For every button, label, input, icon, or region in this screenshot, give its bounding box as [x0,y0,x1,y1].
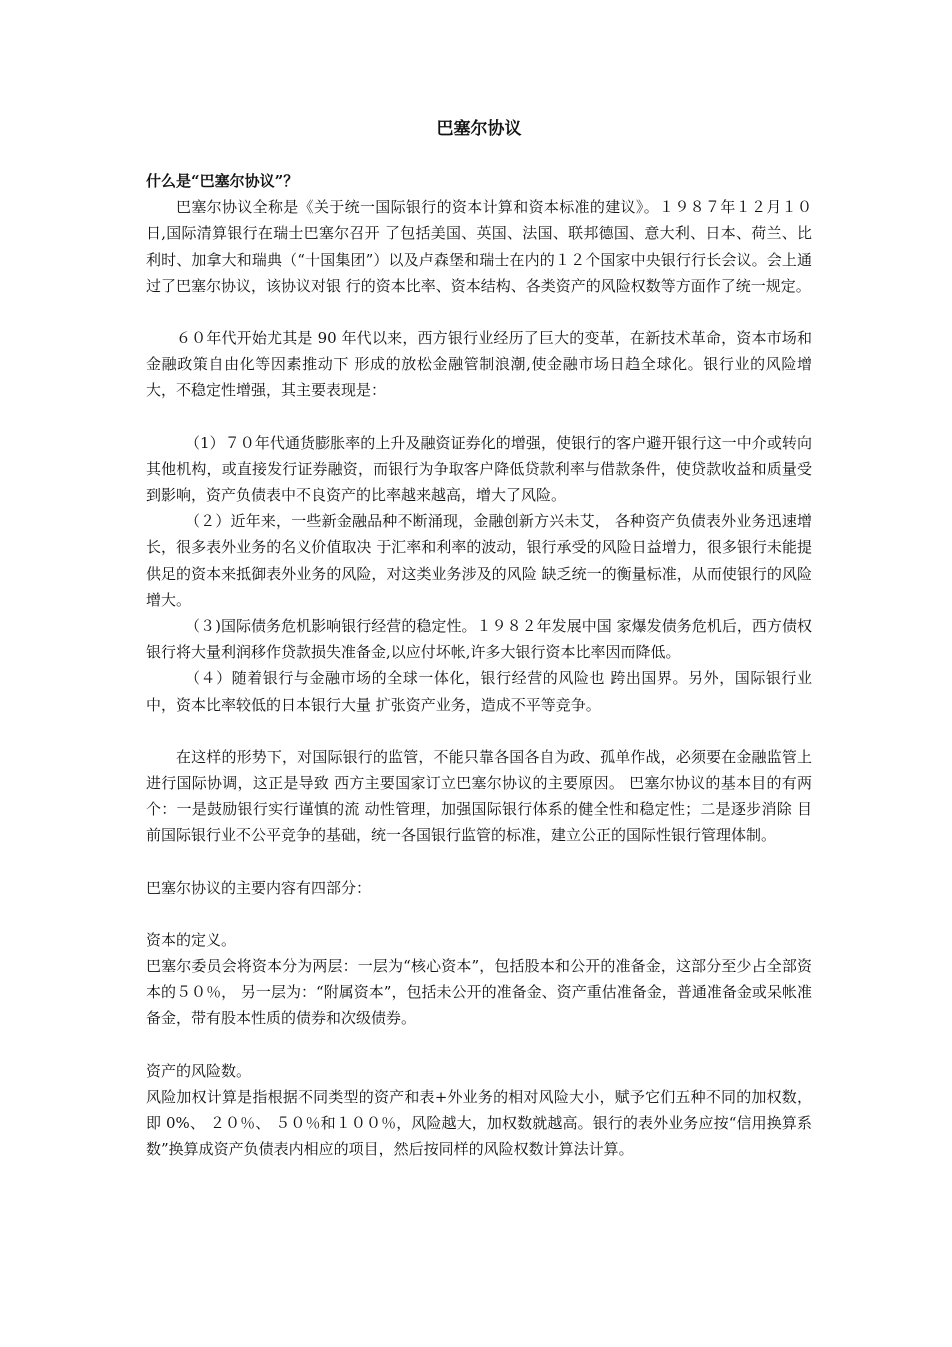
capital-definition-text: 巴塞尔委员会将资本分为两层：一层为“核心资本”，包括股本和公开的准备金，这部分至少占全部资本的５０％， 另一层为：“附属资本”，包括未公开的准备金、资产重估准备金，普通准备金或呆帐准备金，带有股本性质的债券和次级债券。 [146,957,812,1028]
list-item-1: （1）７０年代通货膨胀率的上升及融资证券化的增强，使银行的客户避开银行这一中介或转向其他机构，或直接发行证券融资，而银行为争取客户降低贷款利率与借款条件，使贷款收益和质量受到影响，资产负债表中不良资产的比率越来越高，增大了风险。 [146,433,812,505]
paragraph-gap [146,404,812,430]
list-item-4: （４）随着银行与金融市场的全球一体化，银行经营的风险也 跨出国界。另外，国际银行业中，资本比率较低的日本银行大量 扩张资产业务，造成不平等竞争。 [146,669,812,714]
paragraph-gap [146,718,812,744]
list-item-3: （３)国际债务危机影响银行经营的稳定性。１９８２年发展中国 家爆发债务危机后，西方债权银行将大量利润移作贷款损失准备金,以应付坏帐,许多大银行资本比率因而降低。 [146,617,812,662]
paragraph-gap [146,901,812,927]
paragraph-gap [146,1032,812,1058]
section-heading: 什么是“巴塞尔协议”？ [146,172,299,190]
document-page [146,116,812,1163]
paragraph-gap [146,849,812,875]
capital-definition-heading: 资本的定义。 [146,930,237,949]
list-item-2: （２）近年来，一些新金融品种不断涌现，金融创新方兴未艾， 各种资产负债表外业务迅速增长，很多表外业务的名义价值取决 于汇率和利率的波动，银行承受的风险日益增力，很多银行未能提供足的资本来抵御表外业务的风险，对这类业务涉及的风险 缺乏统一的衡量标准，从而使银行的风险增大。 [146,512,812,609]
document-title: 巴塞尔协议 [436,119,522,139]
paragraph-purpose: 在这样的形势下，对国际银行的监管，不能只靠各国各自为政、孤单作战，必须要在金融监管上进行国际协调，这正是导致 西方主要国家订立巴塞尔协议的主要原因。 巴塞尔协议的基本目的有两个：一是鼓励银行实行谨慎的流 动性管理，加强国际银行体系的健全性和稳定性；二是逐步消除 目前国际银行业不公平竞争的基础，统一各国银行监管的标准，建立公正的国际性银行管理体制。 [146,747,812,845]
risk-weight-heading: 资产的风险数。 [146,1061,252,1080]
paragraph-contents-intro: 巴塞尔协议的主要内容有四部分： [146,878,372,897]
paragraph-gap [146,299,812,325]
paragraph-definition: 巴塞尔协议全称是《关于统一国际银行的资本计算和资本标准的建议》。１９８７年１２月１０日,国际清算银行在瑞士巴塞尔召开 了包括美国、英国、法国、联邦德国、意大利、日本、荷兰、比 利时、加拿大和瑞典（“十国集团”）以及卢森堡和瑞士在内的１２个国家中央银行行长会议。会上通过了巴塞尔协议，该协议对银 行的资本比率、资本结构、各类资产的风险权数等方面作了统一规定。 [146,198,812,295]
paragraph-background: ６０年代开始尤其是 90 年代以来，西方银行业经历了巨大的变革，在新技术革命，资本市场和金融政策自由化等因素推动下 形成的放松金融管制浪潮,使金融市场日趋全球化。银行业的风险增大，不稳定性增强，其主要表现是： [146,329,812,400]
risk-weight-text: 风险加权计算是指根据不同类型的资产和表+外业务的相对风险大小，赋予它们五种不同的加权数，即 0%、 ２０％、 ５０％和１００％，风险越大，加权数就越高。银行的表外业务应按“信用换算系数”换算成资产负债表内相应的项目，然后按同样的风险权数计算法计算。 [146,1087,812,1159]
